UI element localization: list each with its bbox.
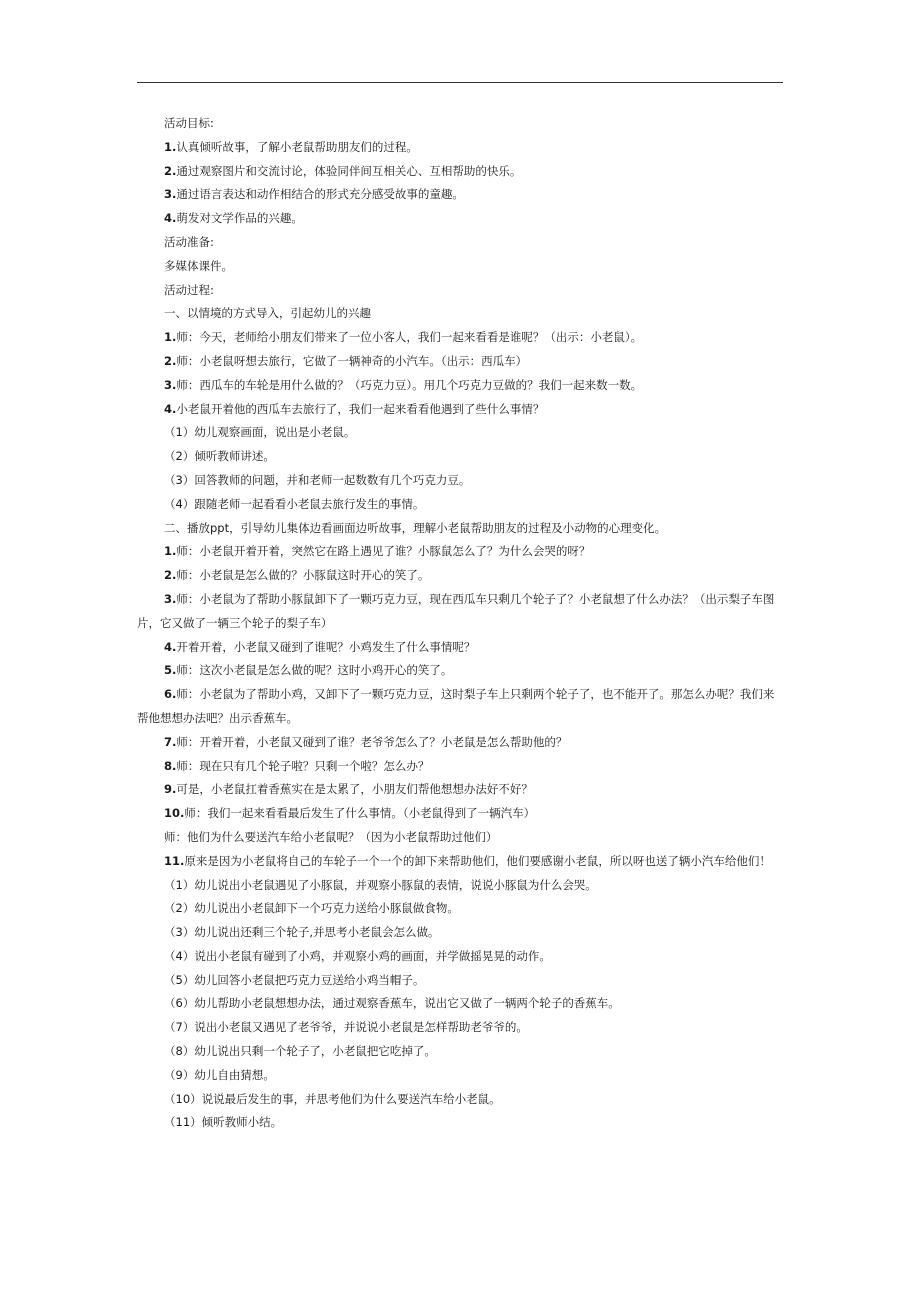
- text-line: [137, 374, 783, 398]
- line-text: 活动目标:: [164, 116, 214, 130]
- line-text: 小老鼠开着他的西瓜车去旅行了，我们一起来看看他遇到了些什么事情？: [176, 401, 545, 416]
- text-line: [137, 826, 783, 850]
- text-line: [137, 683, 783, 731]
- text-line: [137, 969, 783, 993]
- line-text: 二、播放ppt，引导幼儿集体边看画面边听故事，理解小老鼠帮助朋友的过程及小动物的心理变化。: [164, 520, 667, 535]
- line-text: 开着开着，小老鼠又碰到了谁呢？小鸡发生了什么事情呢？: [176, 639, 476, 654]
- text-line: [137, 850, 783, 874]
- text-line: [137, 445, 783, 469]
- line-text: （4）跟随老师一起看看小老鼠去旅行发生的事情。: [164, 496, 425, 511]
- text-line: [137, 636, 783, 660]
- lesson-plan-body: [137, 112, 783, 1135]
- line-text: 多媒体课件。: [164, 258, 233, 273]
- text-line: [137, 421, 783, 445]
- item-number: 4.: [164, 639, 177, 654]
- line-text: （2）幼儿说出小老鼠卸下一个巧克力送给小豚鼠做食物。: [164, 901, 459, 916]
- text-line: [137, 897, 783, 921]
- text-line: [137, 945, 783, 969]
- text-line: [137, 540, 783, 564]
- line-text: 师：他们为什么要送汽车给小老鼠呢？（因为小老鼠帮助过他们）: [164, 829, 498, 844]
- line-text: （1）幼儿观察画面，说出是小老鼠。: [164, 425, 356, 440]
- text-line: [137, 231, 783, 255]
- text-line: [137, 564, 783, 588]
- text-line: [137, 992, 783, 1016]
- text-line: [137, 207, 783, 231]
- text-line: [137, 921, 783, 945]
- item-number: 10.: [164, 806, 185, 821]
- text-line: [137, 493, 783, 517]
- line-text: （3）幼儿说出还剩三个轮子,并思考小老鼠会怎么做。: [164, 925, 440, 940]
- line-text: 认真倾听故事，了解小老鼠帮助朋友们的过程。: [176, 139, 418, 154]
- line-text: （6）幼儿帮助小老鼠想想办法，通过观察香蕉车，说出它又做了一辆两个轮子的香蕉车。: [164, 996, 620, 1011]
- item-number: 2.: [164, 163, 177, 178]
- line-text: 通过语言表达和动作相结合的形式充分感受故事的童趣。: [176, 187, 464, 202]
- line-text: 师：小老鼠为了帮助小豚鼠卸下了一颗巧克力豆，现在西瓜车只剩几个轮子了？小老鼠想了什么办法？（出示梨子车图片，它又做了一辆三个轮子的梨子车）: [137, 591, 775, 630]
- item-number: 1.: [164, 544, 177, 559]
- text-line: [137, 802, 783, 826]
- line-text: 师：我们一起来看看最后发生了什么事情。（小老鼠得到了一辆汽车）: [184, 806, 536, 821]
- line-text: 活动过程:: [164, 282, 214, 297]
- text-line: [137, 136, 783, 160]
- line-text: 活动准备:: [164, 234, 214, 249]
- text-line: [137, 398, 783, 422]
- item-number: 5.: [164, 663, 177, 678]
- item-number: 3.: [164, 377, 177, 392]
- line-text: （5）幼儿回答小老鼠把巧克力豆送给小鸡当帽子。: [164, 972, 425, 987]
- line-text: （8）幼儿说出只剩一个轮子了，小老鼠把它吃掉了。: [164, 1044, 436, 1059]
- item-number: 4.: [164, 401, 177, 416]
- line-text: （10）说说最后发生的事，并思考他们为什么要送汽车给小老鼠。: [164, 1091, 501, 1106]
- item-number: 3.: [164, 591, 177, 606]
- text-line: [137, 279, 783, 303]
- text-line: [137, 1040, 783, 1064]
- text-line: [137, 1064, 783, 1088]
- line-text: 师：小老鼠为了帮助小鸡，又卸下了一颗巧克力豆，这时梨子车上只剩两个轮子了，也不能开了。那怎么办呢？我们来帮他想想办法吧？出示香蕉车。: [137, 687, 775, 725]
- text-line: [137, 1111, 783, 1135]
- item-number: 3.: [164, 187, 177, 202]
- header-rule: [137, 82, 783, 83]
- line-text: 师：现在只有几个轮子啦？只剩一个啦？怎么办？: [176, 758, 430, 773]
- text-line: [137, 469, 783, 493]
- text-line: [137, 659, 783, 683]
- line-text: （2）倾听教师讲述。: [164, 449, 275, 464]
- text-line: [137, 255, 783, 279]
- line-text: （11）倾听教师小结。: [164, 1115, 283, 1130]
- text-line: [137, 1088, 783, 1112]
- line-text: 一、以情境的方式导入，引起幼儿的兴趣: [164, 306, 371, 321]
- line-text: 师：今天，老师给小朋友们带来了一位小客人，我们一起来看看是谁呢？（出示：小老鼠）。: [176, 330, 643, 345]
- item-number: 9.: [164, 782, 177, 797]
- line-text: 萌发对文学作品的兴趣。: [176, 211, 303, 226]
- line-text: 原来是因为小老鼠将自己的车轮子一个一个的卸下来帮助他们，他们要感谢小老鼠，所以呀也送了辆小汽车给他们！: [184, 853, 771, 868]
- text-line: [137, 350, 783, 374]
- line-text: 可是，小老鼠扛着香蕉实在是太累了，小朋友们帮他想想办法好不好？: [176, 782, 533, 797]
- item-number: 11.: [164, 853, 185, 868]
- text-line: [137, 326, 783, 350]
- text-line: [137, 517, 783, 541]
- item-number: 2.: [164, 568, 177, 583]
- item-number: 2.: [164, 353, 177, 368]
- item-number: 1.: [164, 330, 177, 345]
- text-line: [137, 160, 783, 184]
- line-text: 师：西瓜车的车轮是用什么做的？（巧克力豆）。用几个巧克力豆做的？我们一起来数一数。: [176, 377, 643, 392]
- line-text: （7）说出小老鼠又遇见了老爷爷，并说说小老鼠是怎样帮助老爷爷的。: [164, 1020, 528, 1035]
- text-line: [137, 731, 783, 755]
- line-text: 师：小老鼠开着开着，突然它在路上遇见了谁？小豚鼠怎么了？为什么会哭的呀？: [176, 544, 591, 559]
- item-number: 4.: [164, 211, 177, 226]
- text-line: [137, 302, 783, 326]
- line-text: 通过观察图片和交流讨论，体验同伴间互相关心、互相帮助的快乐。: [176, 163, 522, 178]
- text-line: [137, 778, 783, 802]
- item-number: 6.: [164, 687, 177, 702]
- text-line: [137, 112, 783, 136]
- text-line: [137, 588, 783, 636]
- item-number: 8.: [164, 758, 177, 773]
- line-text: （3）回答教师的问题，并和老师一起数数有几个巧克力豆。: [164, 472, 471, 487]
- line-text: 师：开着开着，小老鼠又碰到了谁？老爷爷怎么了？小老鼠是怎么帮助他的？: [176, 734, 568, 749]
- line-text: （4）说出小老鼠有碰到了小鸡，并观察小鸡的画面，并学做摇晃晃的动作。: [164, 948, 551, 963]
- line-text: （1）幼儿说出小老鼠遇见了小豚鼠，并观察小豚鼠的表情，说说小豚鼠为什么会哭。: [164, 877, 597, 892]
- text-line: [137, 183, 783, 207]
- item-number: 1.: [164, 139, 177, 154]
- item-number: 7.: [164, 734, 177, 749]
- text-line: [137, 1016, 783, 1040]
- line-text: 师：小老鼠是怎么做的？小豚鼠这时开心的笑了。: [176, 568, 430, 583]
- line-text: 师：这次小老鼠是怎么做的呢？这时小鸡开心的笑了。: [176, 663, 453, 678]
- text-line: [137, 755, 783, 779]
- line-text: （9）幼儿自由猜想。: [164, 1067, 275, 1082]
- line-text: 师：小老鼠呀想去旅行，它做了一辆神奇的小汽车。（出示：西瓜车）: [176, 353, 528, 368]
- text-line: [137, 874, 783, 898]
